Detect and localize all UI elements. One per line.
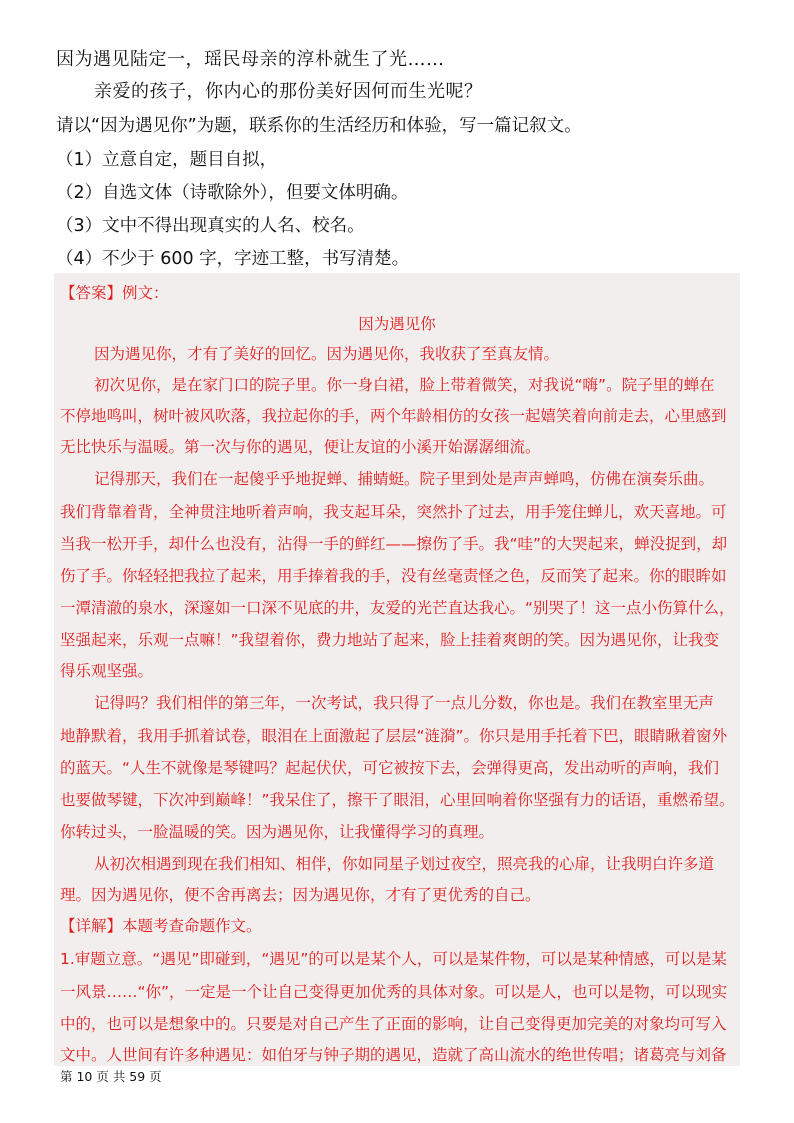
essay-line: 记得吗？我们相伴的第三年，一次考试，我只得了一点儿分数，你也是。我们在教室里无声 bbox=[94, 694, 715, 712]
essay-line: 因为遇见你，才有了美好的回忆。因为遇见你，我收获了至真友情。 bbox=[94, 345, 560, 363]
essay-line: 你转过头，一脸温暖的笑。因为遇见你，让我懂得学习的真理。 bbox=[60, 823, 495, 841]
prompt-instruction: 请以“因为遇见你”为题，联系你的生活经历和体验，写一篇记叙文。 bbox=[56, 116, 582, 136]
essay-line: 伤了手。你轻轻把我拉了起来，用手捧着我的手，没有丝毫责怪之色，反而笑了起来。你的眼眸如 bbox=[60, 567, 727, 585]
essay-line: 从初次相遇到现在我们相知、相伴，你如同星子划过夜空，照亮我的心扉，让我明白许多道 bbox=[94, 855, 715, 873]
essay-line: 也要做琴键，下次冲到巅峰！”我呆住了，擦干了眼泪，心里回响着你坚强有力的话语，重燃希望。 bbox=[60, 791, 735, 809]
answer-label: 【答案】例文： bbox=[60, 284, 169, 302]
analysis-line: 1.审题立意。“遇见”即碰到，“遇见”的可以是某个人，可以是某件物，可以是某种情感，可以是某 bbox=[60, 950, 727, 968]
essay-line: 的蓝天。“人生不就像是琴键吗？起起伏伏，可它被按下去，会弹得更高，发出动听的声响，我们 bbox=[60, 759, 720, 777]
requirement-2: （2）自选文体（诗歌除外），但要文体明确。 bbox=[56, 183, 409, 203]
analysis-line: 中的，也可以是想象中的。只要是对自己产生了正面的影响，让自己变得更加完美的对象均可写入 bbox=[60, 1015, 727, 1033]
requirement-3: （3）文中不得出现真实的人名、校名。 bbox=[56, 216, 365, 236]
analysis-line: 一风景……“你”，一定是一个让自己变得更加优秀的具体对象。可以是人，也可以是物，可以现实 bbox=[60, 983, 728, 1001]
essay-line: 当我一松开手，却什么也没有，沾得一手的鲜红——擦伤了手。我“哇”的大哭起来，蝉没捉到，却 bbox=[60, 535, 728, 553]
essay-line: 地静默着，我用手抓着试卷，眼泪在上面激起了层层“涟漪”。你只是用手托着下巴，眼睛瞅着窗外 bbox=[60, 727, 728, 745]
analysis-label: 【详解】本题考查命题作文。 bbox=[60, 917, 262, 935]
essay-line: 一潭清澈的泉水，深邃如一口深不见底的井，友爱的光芒直达我心。“别哭了！这一点小伤算什么， bbox=[60, 599, 735, 617]
essay-line: 不停地鸣叫，树叶被风吹落，我拉起你的手，两个年龄相仿的女孩一起嬉笑着向前走去，心里感到 bbox=[60, 407, 727, 425]
prompt-intro-line-1: 因为遇见陆定一，瑶民母亲的淳朴就生了光…… bbox=[56, 49, 445, 70]
essay-line: 坚强起来，乐观一点嘛！”我望着你，费力地站了起来，脸上挂着爽朗的笑。因为遇见你，让我变 bbox=[60, 631, 720, 649]
prompt-intro-line-2: 亲爱的孩子，你内心的那份美好因何而生光呢？ bbox=[94, 81, 483, 102]
essay-line: 记得那天，我们在一起傻乎乎地捉蝉、捕蜻蜓。院子里到处是声声蝉鸣，仿佛在演奏乐曲。 bbox=[94, 470, 715, 488]
requirement-4: （4）不少于 600 字，字迹工整，书写清楚。 bbox=[56, 249, 410, 269]
essay-title: 因为遇见你 bbox=[358, 315, 436, 333]
essay-line: 理。因为遇见你，便不舍再离去；因为遇见你，才有了更优秀的自己。 bbox=[60, 886, 541, 904]
page-number: 第 10 页 共 59 页 bbox=[60, 1069, 162, 1084]
essay-line: 我们背靠着背，全神贯注地听着声响，我支起耳朵，突然扑了过去，用手笼住蝉儿，欢天喜地。可 bbox=[60, 503, 727, 521]
requirement-1: （1）立意自定，题目自拟， bbox=[56, 150, 278, 170]
essay-line: 初次见你，是在家门口的院子里。你一身白裙，脸上带着微笑，对我说“嗨”。院子里的蝉在 bbox=[94, 376, 715, 394]
essay-line: 得乐观坚强。 bbox=[60, 662, 154, 680]
analysis-line: 文中。人世间有许多种遇见：如伯牙与钟子期的遇见，造就了高山流水的绝世传唱；诸葛亮与刘备 bbox=[60, 1046, 727, 1064]
essay-line: 无比快乐与温暖。第一次与你的遇见，便让友谊的小溪开始潺潺细流。 bbox=[60, 438, 541, 456]
